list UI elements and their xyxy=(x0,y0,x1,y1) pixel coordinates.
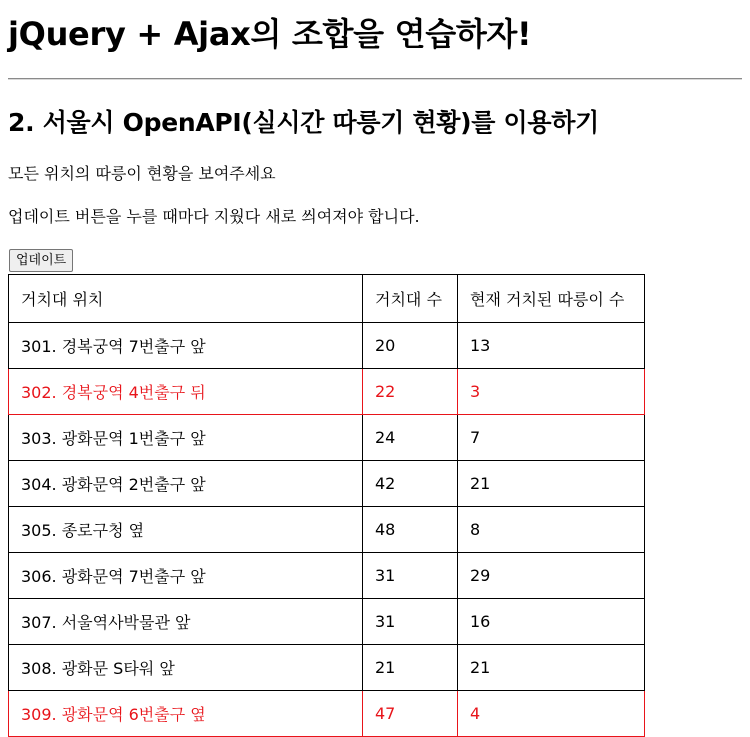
table-header-row xyxy=(9,275,645,323)
cell-bike-count: 29 xyxy=(458,553,645,599)
cell-bike-count: 21 xyxy=(458,645,645,691)
table-row xyxy=(9,323,645,369)
table-row xyxy=(9,691,645,737)
table-row xyxy=(9,553,645,599)
cell-location: 309. 광화문역 6번출구 옆 xyxy=(9,691,363,737)
cell-rack-count: 48 xyxy=(363,507,458,553)
cell-bike-count: 7 xyxy=(458,415,645,461)
page-title: jQuery + Ajax의 조합을 연습하자! xyxy=(8,15,532,53)
section-title: 2. 서울시 OpenAPI(실시간 따릉기 현황)를 이용하기 xyxy=(8,108,599,137)
table-row xyxy=(9,415,645,461)
cell-location: 308. 광화문 S타워 앞 xyxy=(9,645,363,691)
update-button[interactable]: 업데이트 xyxy=(9,249,73,272)
cell-location: 303. 광화문역 1번출구 앞 xyxy=(9,415,363,461)
cell-location: 307. 서울역사박물관 앞 xyxy=(9,599,363,645)
cell-location: 305. 종로구청 옆 xyxy=(9,507,363,553)
table-row xyxy=(9,599,645,645)
cell-bike-count: 8 xyxy=(458,507,645,553)
cell-location: 306. 광화문역 7번출구 앞 xyxy=(9,553,363,599)
bike-station-table xyxy=(8,274,645,737)
cell-rack-count: 20 xyxy=(363,323,458,369)
cell-location: 302. 경복궁역 4번출구 뒤 xyxy=(9,369,363,415)
table-row xyxy=(9,369,645,415)
cell-rack-count: 47 xyxy=(363,691,458,737)
instruction-text: 모든 위치의 따릉이 현황을 보여주세요 xyxy=(8,164,276,183)
divider xyxy=(8,78,742,80)
cell-location: 301. 경복궁역 7번출구 앞 xyxy=(9,323,363,369)
table-row xyxy=(9,461,645,507)
header-rack-count: 거치대 수 xyxy=(363,275,458,323)
header-bike-count: 현재 거치된 따릉이 수 xyxy=(458,275,645,323)
cell-location: 304. 광화문역 2번출구 앞 xyxy=(9,461,363,507)
table-row xyxy=(9,645,645,691)
cell-rack-count: 22 xyxy=(363,369,458,415)
cell-bike-count: 3 xyxy=(458,369,645,415)
instruction-text-2: 업데이트 버튼을 누를 때마다 지웠다 새로 씌여져야 합니다. xyxy=(8,207,420,226)
cell-rack-count: 24 xyxy=(363,415,458,461)
cell-bike-count: 16 xyxy=(458,599,645,645)
cell-rack-count: 42 xyxy=(363,461,458,507)
cell-bike-count: 13 xyxy=(458,323,645,369)
cell-bike-count: 21 xyxy=(458,461,645,507)
table-row xyxy=(9,507,645,553)
cell-bike-count: 4 xyxy=(458,691,645,737)
cell-rack-count: 21 xyxy=(363,645,458,691)
cell-rack-count: 31 xyxy=(363,553,458,599)
header-location: 거치대 위치 xyxy=(9,275,363,323)
cell-rack-count: 31 xyxy=(363,599,458,645)
